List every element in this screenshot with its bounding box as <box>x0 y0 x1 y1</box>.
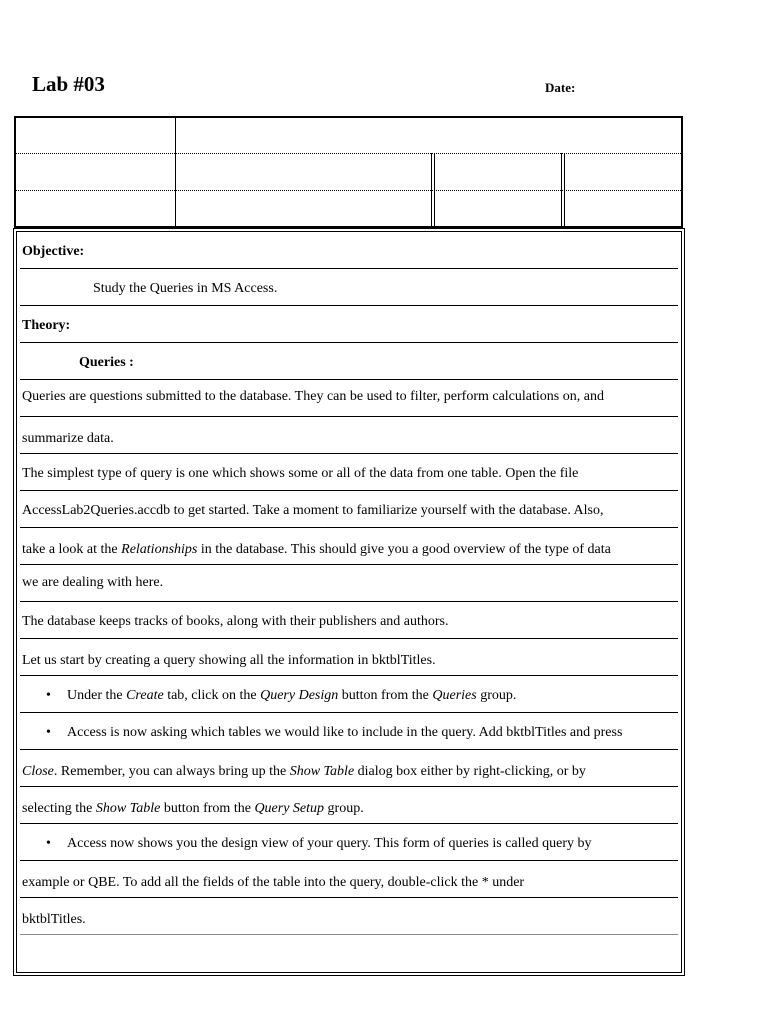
paragraph-line <box>20 527 678 565</box>
paragraph-text <box>22 801 364 817</box>
objective-text: Study the Queries in MS Access. <box>93 281 278 296</box>
objective-heading-row <box>20 232 678 268</box>
header-grid-divider <box>561 153 565 228</box>
text-run: selecting the <box>22 801 96 816</box>
header-grid-line <box>16 153 681 154</box>
text-run: . Remember, you can always bring up the <box>53 764 290 779</box>
theory-heading: Theory: <box>22 318 71 333</box>
text-run-italic: Queries <box>432 688 477 703</box>
text-run-italic: Relationships <box>121 542 198 557</box>
date-label: Date: <box>545 80 576 95</box>
paragraph-text: Let us start by creating a query showing all the information in bktblTitles. <box>22 653 436 668</box>
empty-row <box>20 934 678 973</box>
text-run: group. <box>476 688 517 703</box>
paragraph-text: we are dealing with here. <box>22 575 164 590</box>
lab-title: Lab #03 <box>32 72 105 96</box>
text-run: in the database. This should give you a good overview of the type of data <box>197 542 611 557</box>
text-run: button from the <box>160 801 255 816</box>
queries-heading: Queries : <box>79 355 134 370</box>
header-grid <box>14 116 683 228</box>
queries-heading-row <box>20 342 678 380</box>
bullet-text: Access is now asking which tables we would like to include in the query. Add bktblTitles and press <box>67 725 623 740</box>
bullet-item <box>20 712 678 750</box>
text-run-italic: Show Table <box>95 801 161 816</box>
lab-content-table <box>13 228 685 976</box>
header-grid-line <box>16 190 681 191</box>
paragraph-line <box>20 860 678 898</box>
bullet-text <box>67 688 516 704</box>
bullet-item <box>20 675 678 713</box>
paragraph-text: summarize data. <box>22 431 114 446</box>
paragraph-text: example or QBE. To add all the fields of the table into the query, double-click the * under <box>22 875 525 890</box>
paragraph-text: The database keeps tracks of books, along with their publishers and authors. <box>22 614 449 629</box>
objective-heading: Objective: <box>22 244 85 259</box>
paragraph-line <box>20 564 678 602</box>
paragraph-line <box>20 601 678 639</box>
paragraph-line <box>20 379 678 417</box>
text-run: tab, click on the <box>163 688 261 703</box>
text-run: Under the <box>67 688 127 703</box>
bullet-icon: • <box>46 836 51 851</box>
paragraph-line <box>20 897 678 935</box>
text-run: group. <box>324 801 364 816</box>
header-grid-divider <box>431 153 435 228</box>
paragraph-text: AccessLab2Queries.accdb to get started. Take a moment to familiarize yourself with the database. Also, <box>22 503 604 518</box>
bullet-icon: • <box>46 725 51 740</box>
paragraph-line <box>20 490 678 528</box>
text-run-italic: Show Table <box>289 764 355 779</box>
paragraph-line <box>20 453 678 491</box>
text-run-italic: Create <box>126 688 164 703</box>
text-run: dialog box either by right-clicking, or by <box>354 764 586 779</box>
bullet-text: Access now shows you the design view of your query. This form of queries is called query by <box>67 836 592 851</box>
paragraph-line <box>20 749 678 787</box>
paragraph-text: The simplest type of query is one which shows some or all of the data from one table. Open the file <box>22 466 579 481</box>
text-run: button from the <box>338 688 433 703</box>
paragraph-text: Queries are questions submitted to the database. They can be used to filter, perform calculations on, and <box>22 389 604 404</box>
text-run-italic: Query Setup <box>254 801 325 816</box>
paragraph-text <box>22 764 586 780</box>
text-run-italic: Close <box>22 764 54 779</box>
paragraph-line <box>20 638 678 676</box>
paragraph-line <box>20 416 678 454</box>
header-grid-divider <box>175 118 176 228</box>
objective-text-row <box>20 268 678 306</box>
text-run: take a look at the <box>22 542 122 557</box>
theory-heading-row <box>20 305 678 343</box>
paragraph-text <box>22 542 611 558</box>
bullet-item <box>20 823 678 861</box>
bullet-icon: • <box>46 688 51 703</box>
paragraph-line <box>20 786 678 824</box>
paragraph-text: bktblTitles. <box>22 912 86 927</box>
text-run-italic: Query Design <box>260 688 339 703</box>
